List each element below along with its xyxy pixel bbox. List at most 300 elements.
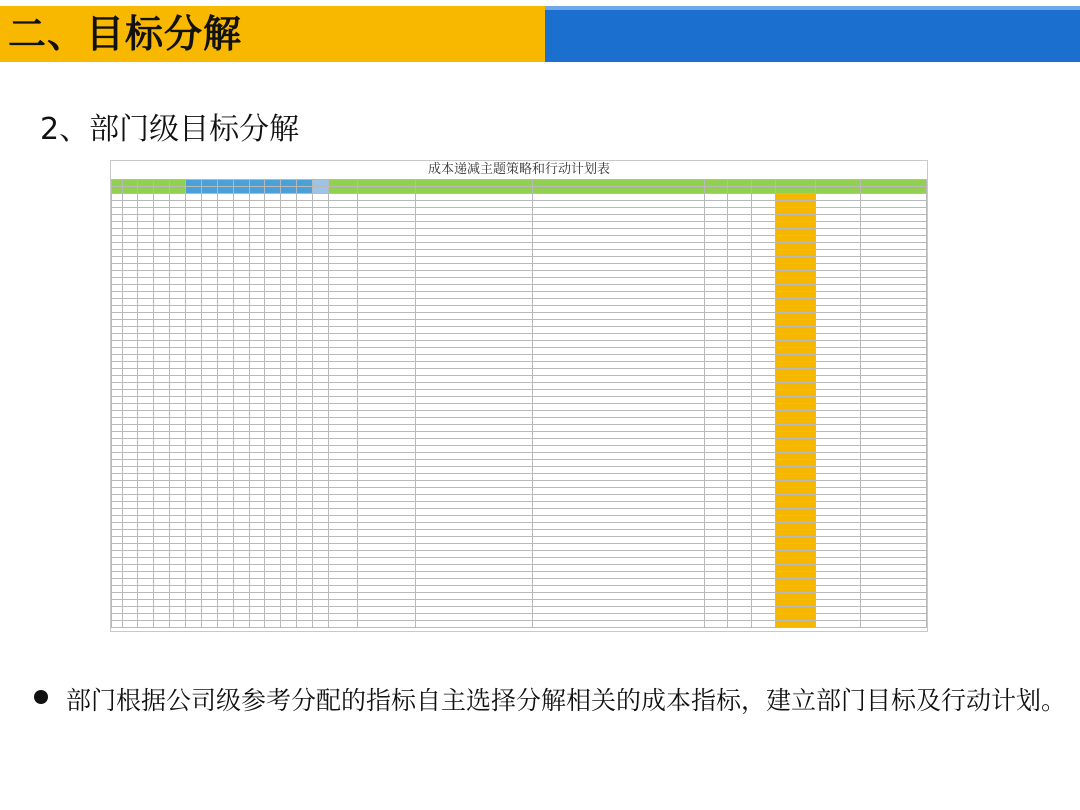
sheet-cell	[328, 313, 357, 320]
sheet-cell	[186, 215, 202, 222]
sheet-cell	[249, 586, 265, 593]
sheet-cell	[154, 551, 170, 558]
sheet-cell	[328, 474, 357, 481]
sheet-cell	[112, 565, 123, 572]
sheet-cell	[776, 565, 816, 572]
sheet-cell	[358, 509, 416, 516]
sheet-cell	[112, 222, 123, 229]
sheet-cell	[170, 194, 186, 201]
sheet-cell	[328, 439, 357, 446]
sheet-cell	[313, 201, 329, 208]
sheet-cell	[728, 530, 752, 537]
sheet-cell	[265, 544, 281, 551]
sheet-cell	[532, 299, 704, 306]
sheet-cell	[328, 523, 357, 530]
sheet-cell	[328, 376, 357, 383]
sheet-cell	[860, 523, 926, 530]
sheet-cell	[217, 572, 233, 579]
sheet-cell	[532, 418, 704, 425]
sheet-cell	[752, 600, 776, 607]
sheet-cell	[201, 222, 217, 229]
sheet-cell	[154, 544, 170, 551]
sheet-cell	[249, 474, 265, 481]
sheet-cell	[201, 425, 217, 432]
sheet-cell	[532, 621, 704, 628]
sheet-row	[112, 250, 927, 257]
sheet-cell	[313, 348, 329, 355]
sheet-cell	[170, 390, 186, 397]
sheet-cell	[815, 327, 860, 334]
sheet-cell	[122, 341, 138, 348]
sheet-cell	[170, 222, 186, 229]
sheet-cell	[297, 320, 313, 327]
sheet-cell	[313, 208, 329, 215]
sheet-cell	[776, 600, 816, 607]
sheet-cell	[122, 593, 138, 600]
sheet-cell	[217, 488, 233, 495]
sheet-cell	[170, 278, 186, 285]
sheet-cell	[313, 411, 329, 418]
sheet-cell	[138, 194, 154, 201]
sheet-cell	[281, 544, 297, 551]
sheet-cell	[265, 516, 281, 523]
sheet-cell	[704, 495, 728, 502]
sheet-cell	[358, 383, 416, 390]
sheet-cell	[752, 579, 776, 586]
sheet-cell	[416, 544, 532, 551]
sheet-cell	[138, 530, 154, 537]
sheet-cell	[860, 292, 926, 299]
sheet-cell	[265, 593, 281, 600]
sheet-cell	[752, 621, 776, 628]
sheet-cell	[122, 390, 138, 397]
sheet-cell	[815, 292, 860, 299]
sheet-cell	[776, 292, 816, 299]
sheet-cell	[233, 439, 249, 446]
sheet-row	[112, 194, 927, 201]
sheet-cell	[122, 327, 138, 334]
sheet-cell	[532, 250, 704, 257]
sheet-cell	[313, 180, 329, 187]
sheet-cell	[416, 474, 532, 481]
sheet-row	[112, 565, 927, 572]
sheet-cell	[265, 306, 281, 313]
sheet-cell	[112, 537, 123, 544]
sheet-cell	[265, 425, 281, 432]
sheet-cell	[815, 229, 860, 236]
sheet-cell	[815, 264, 860, 271]
sheet-cell	[154, 481, 170, 488]
sheet-cell	[728, 292, 752, 299]
sheet-cell	[416, 453, 532, 460]
sheet-cell	[233, 537, 249, 544]
sheet-cell	[860, 558, 926, 565]
sheet-cell	[752, 215, 776, 222]
sheet-cell	[138, 341, 154, 348]
sheet-cell	[704, 621, 728, 628]
sheet-row	[112, 348, 927, 355]
sheet-cell	[728, 306, 752, 313]
sheet-cell	[201, 355, 217, 362]
sheet-cell	[358, 572, 416, 579]
sheet-cell	[265, 488, 281, 495]
sheet-cell	[860, 180, 926, 187]
sheet-cell	[752, 285, 776, 292]
sheet-cell	[170, 446, 186, 453]
sheet-cell	[704, 369, 728, 376]
sheet-cell	[815, 460, 860, 467]
sheet-cell	[281, 516, 297, 523]
sheet-cell	[728, 579, 752, 586]
sheet-cell	[860, 495, 926, 502]
sheet-cell	[313, 383, 329, 390]
sheet-cell	[752, 467, 776, 474]
sheet-cell	[297, 313, 313, 320]
sheet-cell	[170, 425, 186, 432]
sheet-cell	[233, 551, 249, 558]
slide-title: 二、目标分解	[8, 12, 243, 56]
sheet-cell	[249, 551, 265, 558]
sheet-cell	[728, 495, 752, 502]
sheet-cell	[217, 355, 233, 362]
sheet-cell	[313, 397, 329, 404]
sheet-cell	[186, 327, 202, 334]
sheet-cell	[815, 523, 860, 530]
sheet-cell	[265, 327, 281, 334]
sheet-row	[112, 446, 927, 453]
sheet-cell	[217, 187, 233, 194]
sheet-cell	[154, 467, 170, 474]
sheet-cell	[233, 425, 249, 432]
sheet-cell	[154, 453, 170, 460]
sheet-cell	[860, 404, 926, 411]
sheet-cell	[532, 614, 704, 621]
sheet-cell	[297, 593, 313, 600]
sheet-cell	[704, 187, 728, 194]
sheet-cell	[728, 236, 752, 243]
sheet-cell	[201, 621, 217, 628]
sheet-cell	[313, 439, 329, 446]
sheet-cell	[170, 516, 186, 523]
sheet-cell	[860, 614, 926, 621]
sheet-cell	[815, 334, 860, 341]
sheet-cell	[122, 334, 138, 341]
sheet-cell	[201, 579, 217, 586]
sheet-cell	[122, 376, 138, 383]
sheet-cell	[217, 481, 233, 488]
sheet-cell	[201, 509, 217, 516]
sheet-cell	[860, 334, 926, 341]
title-band-blue	[545, 6, 1080, 62]
sheet-cell	[233, 411, 249, 418]
sheet-cell	[358, 411, 416, 418]
sheet-cell	[281, 390, 297, 397]
sheet-cell	[860, 285, 926, 292]
sheet-cell	[532, 264, 704, 271]
sheet-cell	[186, 453, 202, 460]
sheet-cell	[170, 229, 186, 236]
sheet-cell	[112, 313, 123, 320]
sheet-cell	[233, 460, 249, 467]
sheet-cell	[752, 299, 776, 306]
sheet-cell	[728, 215, 752, 222]
sheet-row	[112, 243, 927, 250]
sheet-cell	[728, 565, 752, 572]
sheet-cell	[532, 278, 704, 285]
sheet-cell	[186, 446, 202, 453]
sheet-row	[112, 285, 927, 292]
sheet-cell	[170, 285, 186, 292]
sheet-cell	[122, 481, 138, 488]
sheet-row	[112, 201, 927, 208]
sheet-cell	[815, 593, 860, 600]
sheet-cell	[249, 579, 265, 586]
sheet-cell	[170, 432, 186, 439]
sheet-cell	[249, 334, 265, 341]
sheet-cell	[313, 425, 329, 432]
sheet-cell	[358, 495, 416, 502]
sheet-cell	[776, 530, 816, 537]
sheet-cell	[138, 299, 154, 306]
sheet-cell	[201, 404, 217, 411]
sheet-row	[112, 418, 927, 425]
sheet-cell	[728, 222, 752, 229]
sheet-cell	[138, 369, 154, 376]
sheet-cell	[358, 355, 416, 362]
sheet-cell	[233, 600, 249, 607]
sheet-cell	[313, 516, 329, 523]
sheet-cell	[265, 467, 281, 474]
sheet-cell	[728, 411, 752, 418]
bullet-dot	[34, 690, 48, 704]
sheet-cell	[186, 285, 202, 292]
sheet-cell	[704, 530, 728, 537]
sheet-cell	[154, 341, 170, 348]
sheet-cell	[281, 285, 297, 292]
sheet-cell	[815, 271, 860, 278]
sheet-cell	[860, 390, 926, 397]
sheet-cell	[249, 607, 265, 614]
sheet-cell	[281, 530, 297, 537]
sheet-row	[112, 404, 927, 411]
sheet-cell	[313, 460, 329, 467]
sheet-cell	[728, 523, 752, 530]
sheet-cell	[776, 369, 816, 376]
sheet-cell	[122, 313, 138, 320]
sheet-cell	[776, 516, 816, 523]
sheet-cell	[776, 229, 816, 236]
sheet-row	[112, 516, 927, 523]
sheet-cell	[416, 565, 532, 572]
sheet-cell	[186, 600, 202, 607]
sheet-cell	[122, 488, 138, 495]
sheet-cell	[313, 600, 329, 607]
sheet-cell	[186, 537, 202, 544]
sheet-cell	[776, 306, 816, 313]
sheet-cell	[138, 201, 154, 208]
sheet-cell	[138, 593, 154, 600]
sheet-cell	[281, 383, 297, 390]
sheet-cell	[776, 243, 816, 250]
sheet-cell	[112, 460, 123, 467]
sheet-cell	[112, 446, 123, 453]
sheet-cell	[170, 558, 186, 565]
sheet-cell	[416, 502, 532, 509]
sheet-cell	[416, 264, 532, 271]
sheet-cell	[416, 586, 532, 593]
sheet-cell	[122, 467, 138, 474]
sheet-cell	[201, 600, 217, 607]
sheet-cell	[201, 467, 217, 474]
sheet-cell	[154, 320, 170, 327]
sheet-cell	[112, 614, 123, 621]
sheet-cell	[776, 222, 816, 229]
sheet-cell	[201, 544, 217, 551]
sheet-cell	[112, 607, 123, 614]
sheet-cell	[112, 383, 123, 390]
sheet-cell	[281, 208, 297, 215]
sheet-cell	[217, 593, 233, 600]
sheet-row	[112, 600, 927, 607]
sheet-cell	[776, 474, 816, 481]
sheet-cell	[201, 495, 217, 502]
sheet-cell	[281, 215, 297, 222]
sheet-cell	[297, 362, 313, 369]
sheet-cell	[233, 418, 249, 425]
sheet-cell	[860, 474, 926, 481]
sheet-cell	[752, 187, 776, 194]
sheet-cell	[170, 264, 186, 271]
sheet-cell	[313, 264, 329, 271]
sheet-row	[112, 411, 927, 418]
sheet-cell	[704, 425, 728, 432]
sheet-cell	[217, 194, 233, 201]
sheet-cell	[281, 243, 297, 250]
sheet-cell	[532, 271, 704, 278]
sheet-cell	[154, 516, 170, 523]
sheet-cell	[532, 257, 704, 264]
sheet-cell	[122, 523, 138, 530]
sheet-cell	[728, 362, 752, 369]
sheet-cell	[728, 453, 752, 460]
sheet-cell	[358, 194, 416, 201]
sheet-cell	[281, 439, 297, 446]
sheet-cell	[776, 355, 816, 362]
sheet-cell	[860, 509, 926, 516]
sheet-cell	[532, 432, 704, 439]
sheet-cell	[122, 502, 138, 509]
sheet-cell	[297, 285, 313, 292]
sheet-cell	[704, 614, 728, 621]
sheet-cell	[358, 306, 416, 313]
sheet-cell	[233, 467, 249, 474]
sheet-cell	[281, 425, 297, 432]
sheet-cell	[358, 467, 416, 474]
sheet-row	[112, 271, 927, 278]
sheet-cell	[815, 481, 860, 488]
sheet-cell	[328, 446, 357, 453]
sheet-cell	[313, 467, 329, 474]
sheet-cell	[265, 572, 281, 579]
sheet-cell	[122, 278, 138, 285]
sheet-cell	[776, 264, 816, 271]
sheet-cell	[217, 208, 233, 215]
sheet-cell	[233, 362, 249, 369]
sheet-cell	[170, 600, 186, 607]
sheet-cell	[328, 229, 357, 236]
sheet-cell	[112, 292, 123, 299]
sheet-cell	[138, 313, 154, 320]
sheet-cell	[249, 432, 265, 439]
sheet-cell	[122, 530, 138, 537]
sheet-cell	[313, 474, 329, 481]
sheet-row	[112, 572, 927, 579]
sheet-cell	[186, 411, 202, 418]
sheet-cell	[249, 383, 265, 390]
sheet-cell	[860, 432, 926, 439]
sheet-cell	[704, 411, 728, 418]
sheet-cell	[112, 257, 123, 264]
sheet-cell	[532, 446, 704, 453]
sheet-cell	[532, 390, 704, 397]
sheet-cell	[358, 481, 416, 488]
sheet-cell	[358, 460, 416, 467]
sheet-cell	[860, 600, 926, 607]
sheet-cell	[201, 397, 217, 404]
sheet-cell	[328, 432, 357, 439]
sheet-cell	[358, 278, 416, 285]
sheet-cell	[776, 614, 816, 621]
sheet-cell	[233, 229, 249, 236]
sheet-cell	[265, 530, 281, 537]
sheet-cell	[358, 607, 416, 614]
sheet-cell	[313, 432, 329, 439]
sheet-cell	[122, 572, 138, 579]
sheet-cell	[532, 215, 704, 222]
sheet-cell	[297, 565, 313, 572]
sheet-cell	[752, 425, 776, 432]
sheet-cell	[860, 593, 926, 600]
sheet-cell	[122, 446, 138, 453]
sheet-cell	[815, 411, 860, 418]
sheet-cell	[201, 299, 217, 306]
sheet-cell	[752, 523, 776, 530]
sheet-cell	[752, 516, 776, 523]
sheet-cell	[752, 180, 776, 187]
sheet-cell	[704, 453, 728, 460]
sheet-cell	[416, 292, 532, 299]
sheet-cell	[186, 495, 202, 502]
sheet-cell	[265, 334, 281, 341]
sheet-cell	[728, 551, 752, 558]
sheet-cell	[313, 453, 329, 460]
bullet-text: 部门根据公司级参考分配的指标自主选择分解相关的成本指标，建立部门目标及行动计划。	[66, 686, 1067, 715]
sheet-cell	[532, 572, 704, 579]
sheet-cell	[233, 201, 249, 208]
sheet-cell	[313, 558, 329, 565]
sheet-cell	[170, 341, 186, 348]
sheet-cell	[186, 278, 202, 285]
sheet-cell	[358, 320, 416, 327]
sheet-cell	[815, 551, 860, 558]
sheet-cell	[249, 313, 265, 320]
sheet-cell	[233, 558, 249, 565]
sheet-cell	[416, 593, 532, 600]
sheet-cell	[860, 453, 926, 460]
sheet-cell	[416, 180, 532, 187]
sheet-cell	[112, 600, 123, 607]
sheet-cell	[416, 600, 532, 607]
